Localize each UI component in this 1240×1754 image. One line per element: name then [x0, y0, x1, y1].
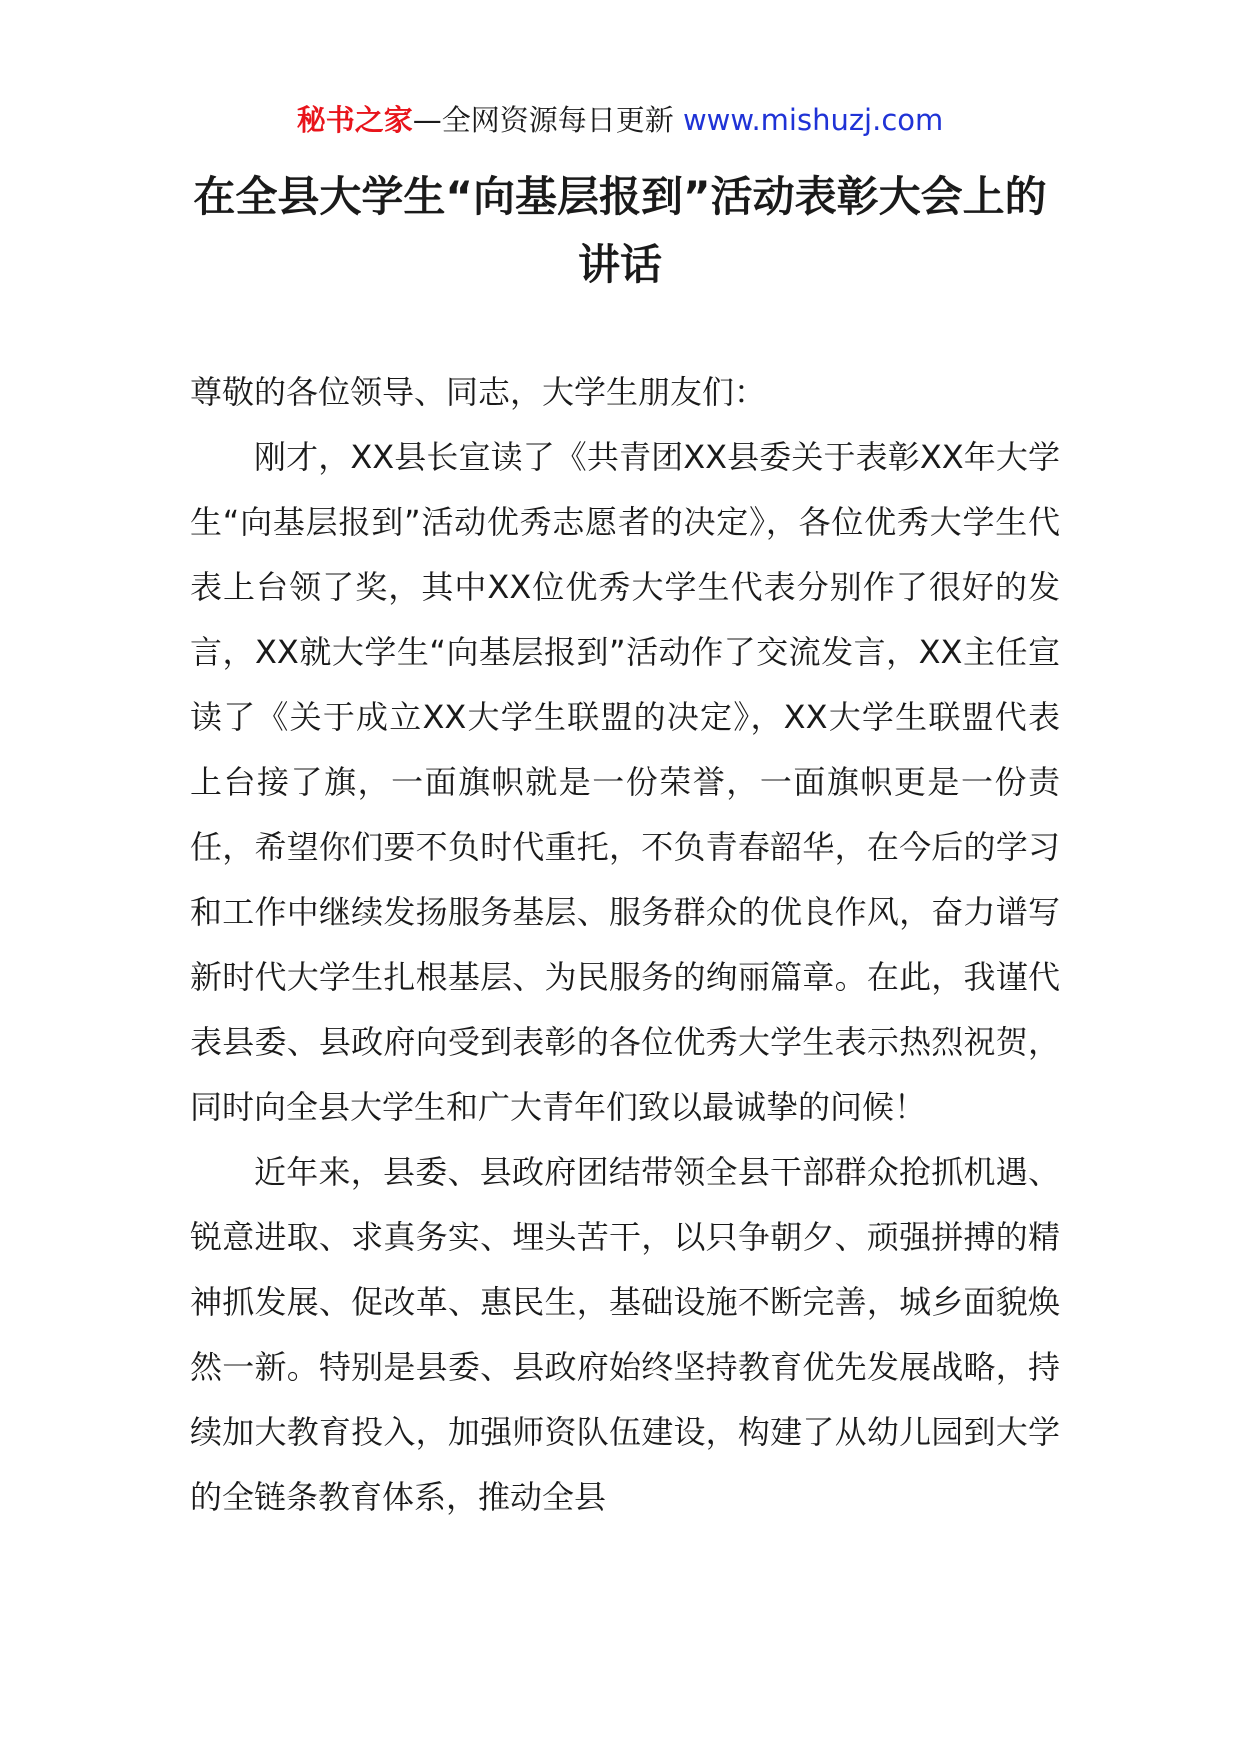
site-url-link[interactable]: www.mishuzj.com	[682, 103, 944, 137]
site-header	[0, 100, 1240, 140]
header-tagline: —全网资源每日更新	[412, 103, 683, 137]
document-body	[190, 360, 1060, 1530]
paragraph-2: 近年来，县委、县政府团结带领全县干部群众抢抓机遇、锐意进取、求真务实、埋头苦干，以只争朝夕、顽强拼搏的精神抓发展、促改革、惠民生，基础设施不断完善，城乡面貌焕然一新。特别是县委、县政府始终坚持教育优先发展战略，持续加大教育投入，加强师资队伍建设，构建了从幼儿园到大学的全链条教育体系，推动全县	[190, 1153, 1060, 1516]
paragraph-1: 刚才，XX县长宣读了《共青团XX县委关于表彰XX年大学生“向基层报到”活动优秀志愿者的决定》，各位优秀大学生代表上台领了奖，其中XX位优秀大学生代表分别作了很好的发言，XX就大学生“向基层报到”活动作了交流发言，XX主任宣读了《关于成立XX大学生联盟的决定》，XX大学生联盟代表上台接了旗，一面旗帜就是一份荣誉，一面旗帜更是一份责任，希望你们要不负时代重托，不负青春韶华，在今后的学习和工作中继续发扬服务基层、服务群众的优良作风，奋力谱写新时代大学生扎根基层、为民服务的绚丽篇章。在此，我谨代表县委、县政府向受到表彰的各位优秀大学生表示热烈祝贺，同时向全县大学生和广大青年们致以最诚挚的问候！	[190, 438, 1060, 1126]
salutation: 尊敬的各位领导、同志，大学生朋友们：	[190, 373, 767, 411]
brand-name: 秘书之家	[296, 103, 413, 137]
document-title: 在全县大学生“向基层报到”活动表彰大会上的讲话	[193, 172, 1047, 289]
